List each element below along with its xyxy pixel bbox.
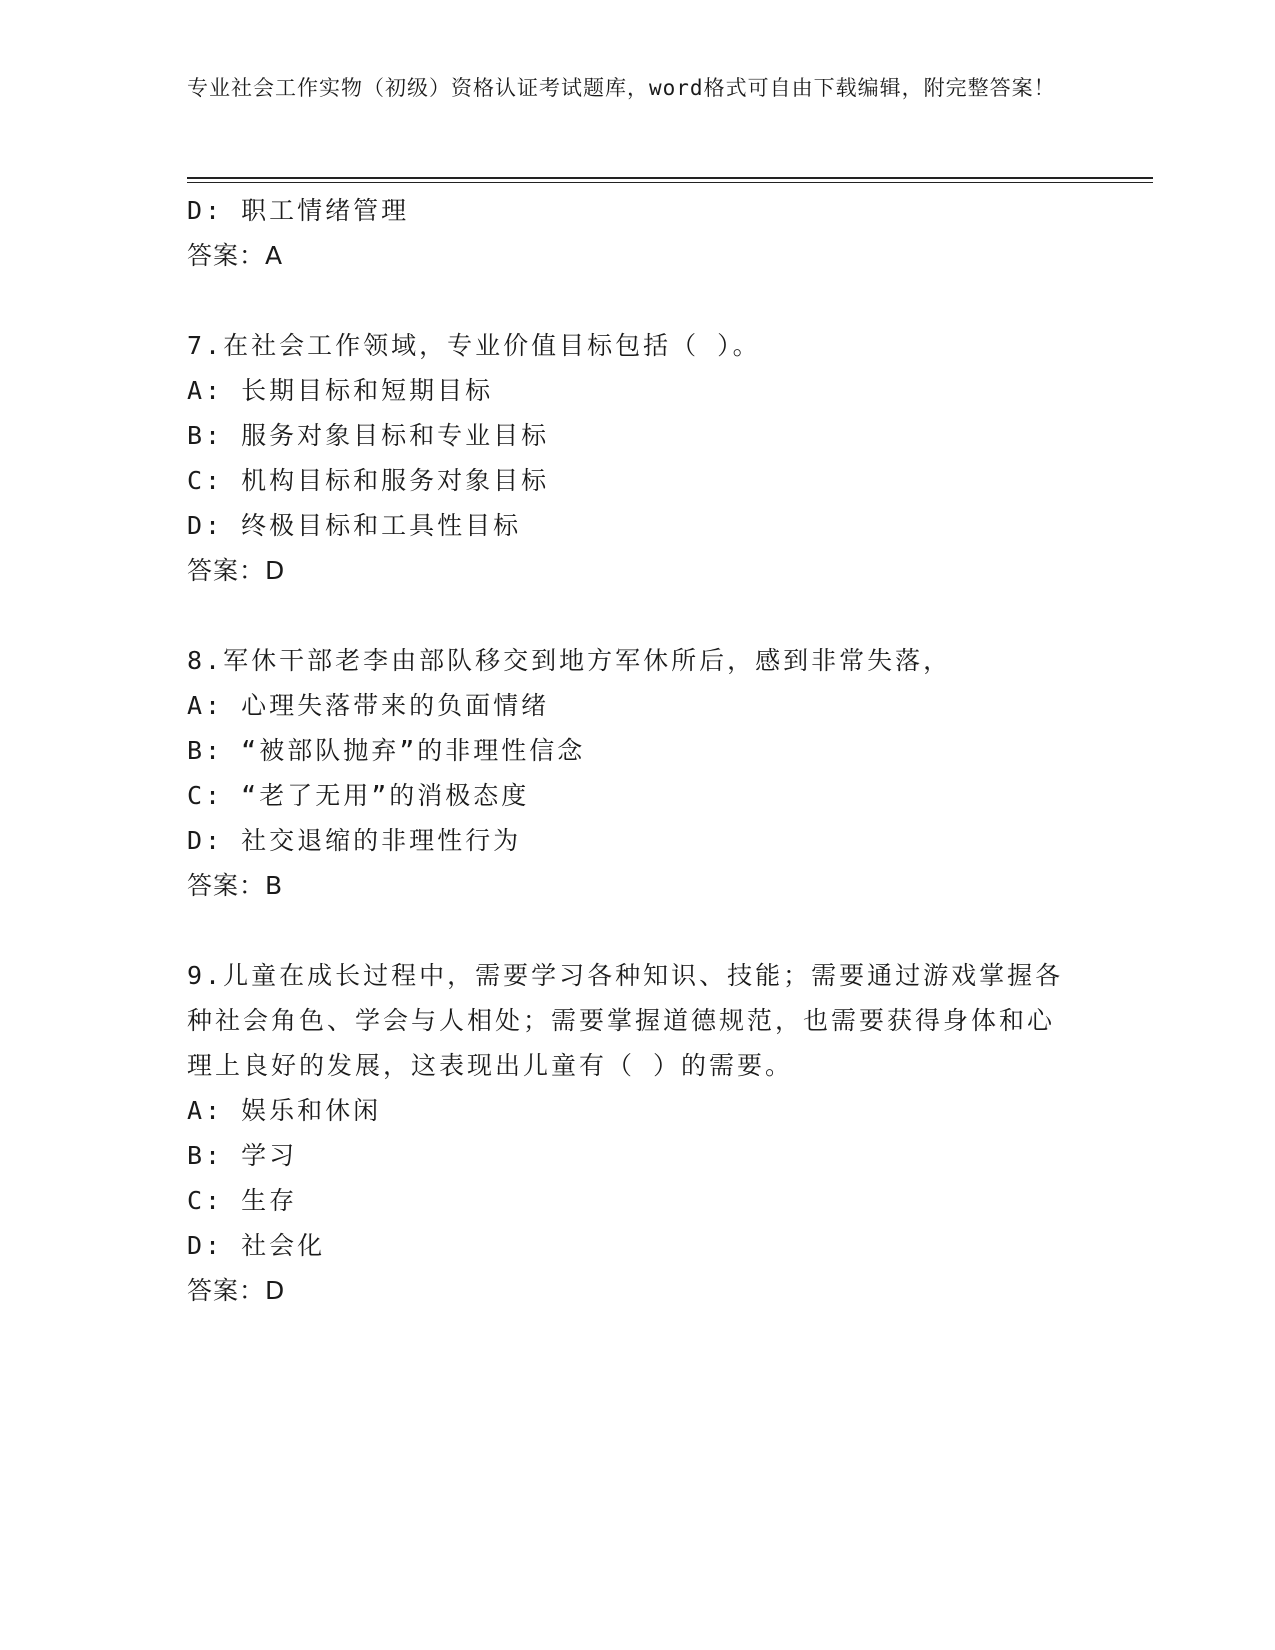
header-rule-thick: [187, 177, 1153, 179]
question-content: [187, 188, 1077, 1313]
answer-line: 答案：D: [187, 1276, 286, 1305]
option-a: A: 长期目标和短期目标: [187, 376, 494, 405]
question-stem: 8.军休干部老李由部队移交到地方军休所后，感到非常失落，: [187, 646, 952, 675]
header-rule-thin: [187, 182, 1153, 183]
question-8: [187, 638, 1077, 908]
option-b: B: “被部队抛弃”的非理性信念: [187, 736, 586, 765]
option-c: C: 机构目标和服务对象目标: [187, 466, 550, 495]
option-b: B: 学习: [187, 1141, 298, 1170]
question-stem: 7.在社会工作领域，专业价值目标包括（ ）。: [187, 331, 761, 360]
option-d: D: 职工情绪管理: [187, 196, 410, 225]
option-b: B: 服务对象目标和专业目标: [187, 421, 550, 450]
option-a: A: 心理失落带来的负面情绪: [187, 691, 550, 720]
option-d: D: 社交退缩的非理性行为: [187, 826, 522, 855]
answer-line: 答案：B: [187, 871, 284, 900]
question-stem: 9.儿童在成长过程中，需要学习各种知识、技能；需要通过游戏掌握各种社会角色、学会与人相处；需要掌握道德规范，也需要获得身体和心理上良好的发展，这表现出儿童有（ ）的需要。: [187, 961, 1064, 1080]
option-a: A: 娱乐和休闲: [187, 1096, 382, 1125]
question-9: [187, 953, 1077, 1313]
option-d: D: 终极目标和工具性目标: [187, 511, 522, 540]
question-7: [187, 323, 1077, 593]
option-d: D: 社会化: [187, 1231, 326, 1260]
option-c: C: “老了无用”的消极态度: [187, 781, 530, 810]
option-c: C: 生存: [187, 1186, 298, 1215]
answer-line: 答案：A: [187, 241, 284, 270]
answer-line: 答案：D: [187, 556, 286, 585]
document-header: 专业社会工作实物（初级）资格认证考试题库，word格式可自由下载编辑，附完整答案！: [187, 76, 1056, 100]
